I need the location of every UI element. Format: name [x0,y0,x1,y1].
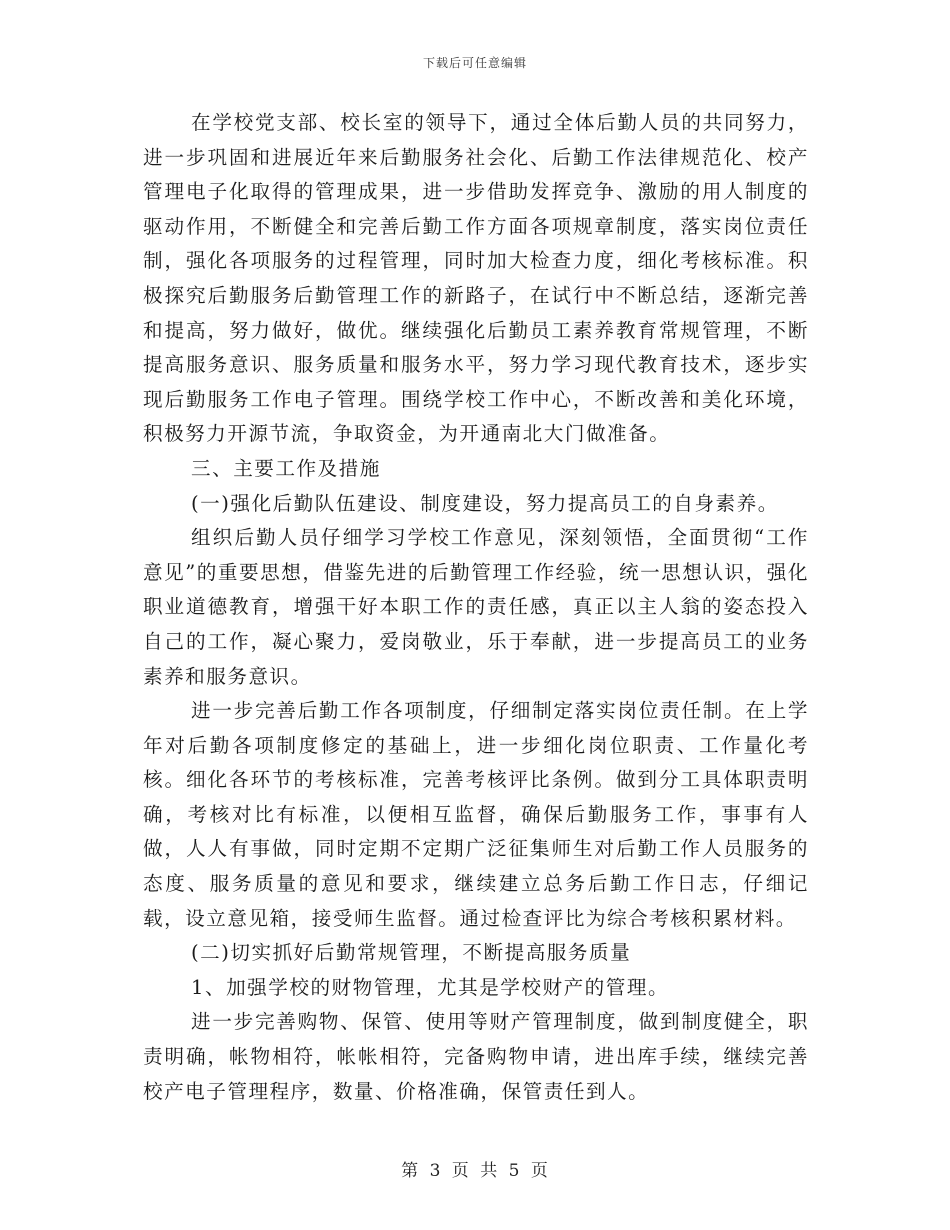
page-header-note: 下载后可任意编辑 [422,56,527,70]
paragraph-responsibility-system: 进一步完善后勤工作各项制度，仔细制定落实岗位责任制。在上学年对后勤各项制度修定的基础上，进一步细化岗位职责、工作量化考核。细化各环节的考核标准，完善考核评比条例。做到分工具体职责明确，考核对比有标准，以便相互监督，确保后勤服务工作，事事有人做，人人有事做，同时定期不定期广泛征集师生对后勤工作人员服务的态度、服务质量的意见和要求，继续建立总务后勤工作日志，仔细记载，设立意见箱，接受师生监督。通过检查评比为综合考核积累材料。 [143,699,809,930]
paragraph-intro: 在学校党支部、校长室的领导下，通过全体后勤人员的共同努力，进一步巩固和进展近年来后勤服务社会化、后勤工作法律规范化、校产管理电子化取得的管理成果，进一步借助发挥竞争、激励的用人制度的驱动作用，不断健全和完善后勤工作方面各项规章制度，落实岗位责任制，强化各项服务的过程管理，同时加大检查力度，细化考核标准。积极探究后勤服务后勤管理工作的新路子，在试行中不断总结，逐渐完善和提高，努力做好，做优。继续强化后勤员工素养教育常规管理，不断提高服务意识、服务质量和服务水平，努力学习现代教育技术，逐步实现后勤服务工作电子管理。围绕学校工作中心，不断改善和美化环境，积极努力开源节流，争取资金，为开通南北大门做准备。 [143,111,809,446]
subheading-team-building: (一)强化后勤队伍建设、制度建设，努力提高员工的自身素养。 [191,491,779,515]
document-body [143,106,809,1109]
item-property-management: 1、加强学校的财物管理，尤其是学校财产的管理。 [191,975,670,999]
page-number-footer: 第 3 页 共 5 页 [401,1161,549,1181]
section-heading-main-work: 三、主要工作及措施 [191,456,381,480]
paragraph-property-system: 进一步完善购物、保管、使用等财产管理制度，做到制度健全，职责明确，帐物相符，帐帐相符，完备购物申请，进出库手续，继续完善校产电子管理程序，数量、价格准确，保管责任到人。 [143,1010,809,1103]
paragraph-staff-study: 组织后勤人员仔细学习学校工作意见，深刻领悟，全面贯彻“工作意见”的重要思想，借鉴先进的后勤管理工作经验，统一思想认识，强化职业道德教育，增强干好本职工作的责任感，真正以主人翁的姿态投入自己的工作，凝心聚力，爱岗敬业，乐于奉献，进一步提高员工的业务素养和服务意识。 [143,526,809,688]
subheading-routine-management: (二)切实抓好后勤常规管理，不断提高服务质量 [191,941,632,965]
